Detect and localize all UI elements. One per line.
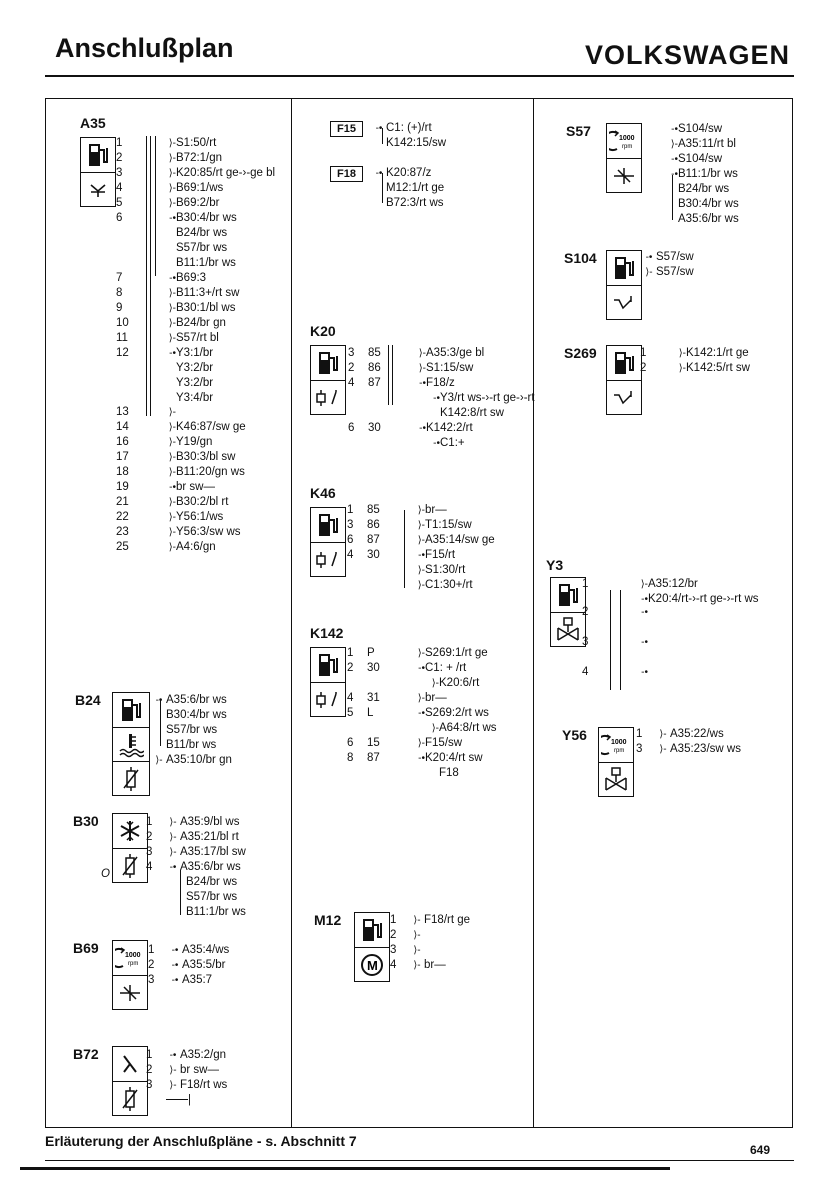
footer-bar (20, 1167, 670, 1170)
f15-row: K142:15/sw (386, 137, 447, 149)
a35-row: 8 ⟩-B11:3+/rt sw (116, 287, 240, 299)
y3-row: -•K20:4/rt-›-rt ge-›-rt ws (641, 593, 759, 605)
svg-text:rpm: rpm (614, 748, 625, 754)
m12-row: 4 ⟩- br— (390, 959, 446, 971)
s57-row: -•B11:1/br ws (671, 168, 738, 180)
y56-row: 1 ⟩- A35:22/ws (636, 728, 724, 740)
solenoid-valve-icon (599, 762, 633, 796)
s57-row: B24/br ws (678, 183, 730, 195)
fuel-pump-icon (607, 346, 641, 380)
s104-row: -• S57/sw (645, 251, 694, 263)
header-rule (45, 75, 794, 77)
sensor-resistor-icon (113, 1081, 147, 1115)
fuel-pump-icon (311, 346, 345, 380)
svg-text:rpm: rpm (128, 961, 139, 967)
b30-row: B11:1/br ws (186, 906, 246, 918)
variable-resistor-icon (607, 158, 641, 192)
svg-text:rpm: rpm (622, 144, 633, 150)
page-number: 649 (749, 1143, 770, 1157)
b30-row: 1 ⟩- A35:9/bl ws (146, 816, 240, 828)
sensor-resistor-icon (113, 848, 147, 882)
motor-icon (355, 947, 389, 981)
k46-row: 4 30 -•F15/rt (347, 549, 456, 561)
component-label: S104 (564, 250, 597, 266)
k46-row: 3 86 ⟩-T1:15/sw (347, 519, 472, 531)
b24-row: B30:4/br ws (166, 709, 227, 721)
b30-row: 3 ⟩- A35:17/bl sw (146, 846, 246, 858)
s57-row: B30:4/br ws (678, 198, 739, 210)
s104-symbol (606, 250, 642, 320)
y-connector-icon (81, 172, 115, 206)
relay-icon (311, 380, 345, 414)
component-label: M12 (314, 912, 342, 928)
b72-symbol (112, 1046, 148, 1116)
a35-row: 17 ⟩-B30:3/bl sw (116, 451, 236, 463)
component-label: B72 (73, 1046, 99, 1062)
k142-row: ⟩-A64:8/rt ws (431, 722, 497, 734)
b24-row: S57/br ws (166, 724, 218, 736)
variable-resistor-icon (113, 975, 147, 1009)
component-label: B69 (73, 940, 99, 956)
b24-row: -• A35:6/br ws (155, 694, 227, 706)
k142-row: 6 15 ⟩-F15/sw (347, 737, 463, 749)
a35-row: 1 ⟩-S1:50/rt (116, 137, 217, 149)
f15-row: -• C1: (+)/rt (375, 122, 432, 134)
s269-row: 1 ⟩-K142:1/rt ge (640, 347, 749, 359)
k20-symbol (310, 345, 346, 415)
pressure-switch-icon (607, 380, 641, 414)
circle-mark: O (101, 868, 110, 880)
k46-row: 1 85 ⟩-br— (347, 504, 447, 516)
component-label: A35 (80, 115, 106, 131)
fuel-pump-icon (113, 693, 149, 727)
y3-row: 2 -• (582, 606, 648, 618)
brand-name: VOLKSWAGEN (584, 40, 790, 70)
sensor-resistor-icon (113, 761, 149, 795)
fuel-pump-icon (81, 138, 115, 172)
k142-row: 2 30 -•C1: + /rt (347, 662, 467, 674)
relay-icon (311, 682, 345, 716)
y3-row: 3 -• (582, 636, 648, 648)
b69-row: 2 -• A35:5/br (148, 959, 226, 971)
k142-row: ⟩-K20:6/rt (431, 677, 480, 689)
fuse-f15: F15 (330, 121, 363, 137)
m12-row: 3 ⟩- (390, 944, 421, 956)
b24-symbol (112, 692, 150, 796)
a35-row: 21 ⟩-B30:2/bl rt (116, 496, 229, 508)
a35-symbol (80, 137, 116, 207)
k46-symbol (310, 507, 346, 577)
k46-row: ⟩-S1:30/rt (417, 564, 466, 576)
s269-row: 2 ⟩-K142:5/rt sw (640, 362, 750, 374)
b72-row: 2 ⟩- br sw— (146, 1064, 219, 1076)
b72-row: | (146, 1093, 191, 1108)
k142-row: 1 P ⟩-S269:1/rt ge (347, 647, 488, 659)
k20-row: 6 30 -•K142:2/rt (348, 422, 473, 434)
s57-row: -•S104/sw (671, 153, 723, 165)
f18-row: B72:3/rt ws (386, 197, 444, 209)
k20-row: K142:8/rt sw (440, 407, 504, 419)
b72-row: 3 ⟩- F18/rt ws (146, 1079, 228, 1091)
footer-note: Erläuterung der Anschlußpläne - s. Abschnitt 7 (45, 1133, 357, 1149)
a35-row: 9 ⟩-B30:1/bl ws (116, 302, 236, 314)
a35-row: 3 ⟩-K20:85/rt ge-›-ge bl (116, 167, 276, 179)
svg-text:1000: 1000 (619, 135, 635, 142)
s57-row: ⟩-A35:11/rt bl (670, 138, 736, 150)
fuel-pump-icon (551, 578, 585, 612)
fuel-pump-icon (311, 648, 345, 682)
y3-row: 4 -• (582, 666, 648, 678)
s57-symbol (606, 123, 642, 193)
a35-row: B11:1/br ws (176, 257, 236, 269)
k20-row: 2 86 ⟩-S1:15/sw (348, 362, 474, 374)
svg-text:1000: 1000 (125, 952, 141, 959)
a35-row: B24/br ws (176, 227, 228, 239)
f18-row: M12:1/rt ge (386, 182, 445, 194)
a35-row: 2 ⟩-B72:1/gn (116, 152, 223, 164)
a35-row: 22 ⟩-Y56:1/ws (116, 511, 224, 523)
m12-symbol (354, 912, 390, 982)
y3-symbol (550, 577, 586, 647)
b24-row: B11/br ws (166, 739, 217, 751)
b69-row: 1 -• A35:4/ws (148, 944, 230, 956)
m12-row: 1 ⟩- F18/rt ge (390, 914, 471, 926)
rpm-sensor-icon (607, 124, 641, 158)
k142-symbol (310, 647, 346, 717)
k46-row: 6 87 ⟩-A35:14/sw ge (347, 534, 495, 546)
solenoid-valve-icon (551, 612, 585, 646)
rpm-sensor-icon (599, 728, 633, 762)
relay-icon (311, 542, 345, 576)
rpm-sensor-icon (113, 941, 147, 975)
component-label: K46 (310, 485, 336, 501)
b69-row: 3 -• A35:7 (148, 974, 213, 986)
component-label: B24 (75, 692, 101, 708)
s57-row: A35:6/br ws (678, 213, 739, 225)
b30-row: 2 ⟩- A35:21/bl rt (146, 831, 239, 843)
a35-row: Y3:4/br (176, 392, 214, 404)
component-label: B30 (73, 813, 99, 829)
k142-row: 4 31 ⟩-br— (347, 692, 447, 704)
svg-text:M: M (367, 957, 378, 973)
a35-row: 23 ⟩-Y56:3/sw ws (116, 526, 241, 538)
b30-row: B24/br ws (186, 876, 238, 888)
snowflake-icon (113, 814, 147, 848)
a35-row: 11 ⟩-S57/rt bl (116, 332, 219, 344)
y56-row: 3 ⟩- A35:23/sw ws (636, 743, 741, 755)
a35-row: 12 -•Y3:1/br (116, 347, 214, 359)
column-divider-2 (533, 98, 534, 1128)
fuel-pump-icon (311, 508, 345, 542)
b30-row: S57/br ws (186, 891, 238, 903)
b30-row: 4 -• A35:6/br ws (146, 861, 241, 873)
k142-row: F18 (439, 767, 459, 779)
k142-row: 5 L -•S269:2/rt ws (347, 707, 489, 719)
k20-row: 4 87 -•F18/z (348, 377, 455, 389)
a35-row: 10 ⟩-B24/br gn (116, 317, 226, 329)
a35-row: 18 ⟩-B11:20/gn ws (116, 466, 245, 478)
lambda-icon (113, 1047, 147, 1081)
fuse-f18: F18 (330, 166, 363, 182)
column-divider-1 (291, 98, 292, 1128)
b30-symbol (112, 813, 148, 883)
component-label: K20 (310, 323, 336, 339)
component-label: Y3 (546, 557, 564, 573)
s269-symbol (606, 345, 642, 415)
a35-row: 13 ⟩- (116, 406, 176, 418)
coolant-temperature-icon (113, 727, 149, 761)
component-label: K142 (310, 625, 344, 641)
b24-row: ⟩- A35:10/br gn (155, 754, 232, 766)
svg-text:1000: 1000 (611, 739, 627, 746)
footer-rule (45, 1160, 794, 1161)
a35-row: S57/br ws (176, 242, 228, 254)
a35-row: 7 -•B69:3 (116, 272, 207, 284)
a35-row: 5 ⟩-B69:2/br (116, 197, 220, 209)
a35-row: 6 -•B30:4/br ws (116, 212, 237, 224)
b30-bus-line (180, 870, 181, 915)
fuel-pump-icon (355, 913, 389, 947)
b69-symbol (112, 940, 148, 1010)
component-label: S269 (564, 345, 597, 361)
component-label: S57 (566, 123, 591, 139)
component-label: Y56 (562, 727, 587, 743)
a35-row: 19 -•br sw— (116, 481, 215, 493)
k20-row: -•Y3/rt ws-›-rt ge-›-rt (433, 392, 535, 404)
a35-row: Y3:2/br (176, 362, 214, 374)
f18-row: -• K20:87/z (375, 167, 432, 179)
s104-row: ⟩- S57/sw (645, 266, 694, 278)
a35-row: 4 ⟩-B69:1/ws (116, 182, 224, 194)
k46-row: ⟩-C1:30+/rt (417, 579, 473, 591)
a35-row: 14 ⟩-K46:87/sw ge (116, 421, 246, 433)
s57-row: -•S104/sw (671, 123, 723, 135)
k20-row: 3 85 ⟩-A35:3/ge bl (348, 347, 485, 359)
y56-symbol (598, 727, 634, 797)
y3-row: 1 ⟩-A35:12/br (582, 578, 698, 590)
pressure-switch-icon (607, 285, 641, 319)
fuel-pump-icon (607, 251, 641, 285)
a35-row: 16 ⟩-Y19/gn (116, 436, 213, 448)
a35-row: Y3:2/br (176, 377, 214, 389)
b72-row: 1 -• A35:2/gn (146, 1049, 227, 1061)
page-title: Anschlußplan (55, 33, 234, 63)
k20-row: -•C1:+ (433, 437, 465, 449)
k142-row: 8 87 -•K20:4/rt sw (347, 752, 483, 764)
m12-row: 2 ⟩- (390, 929, 421, 941)
a35-row: 25 ⟩-A4:6/gn (116, 541, 216, 553)
